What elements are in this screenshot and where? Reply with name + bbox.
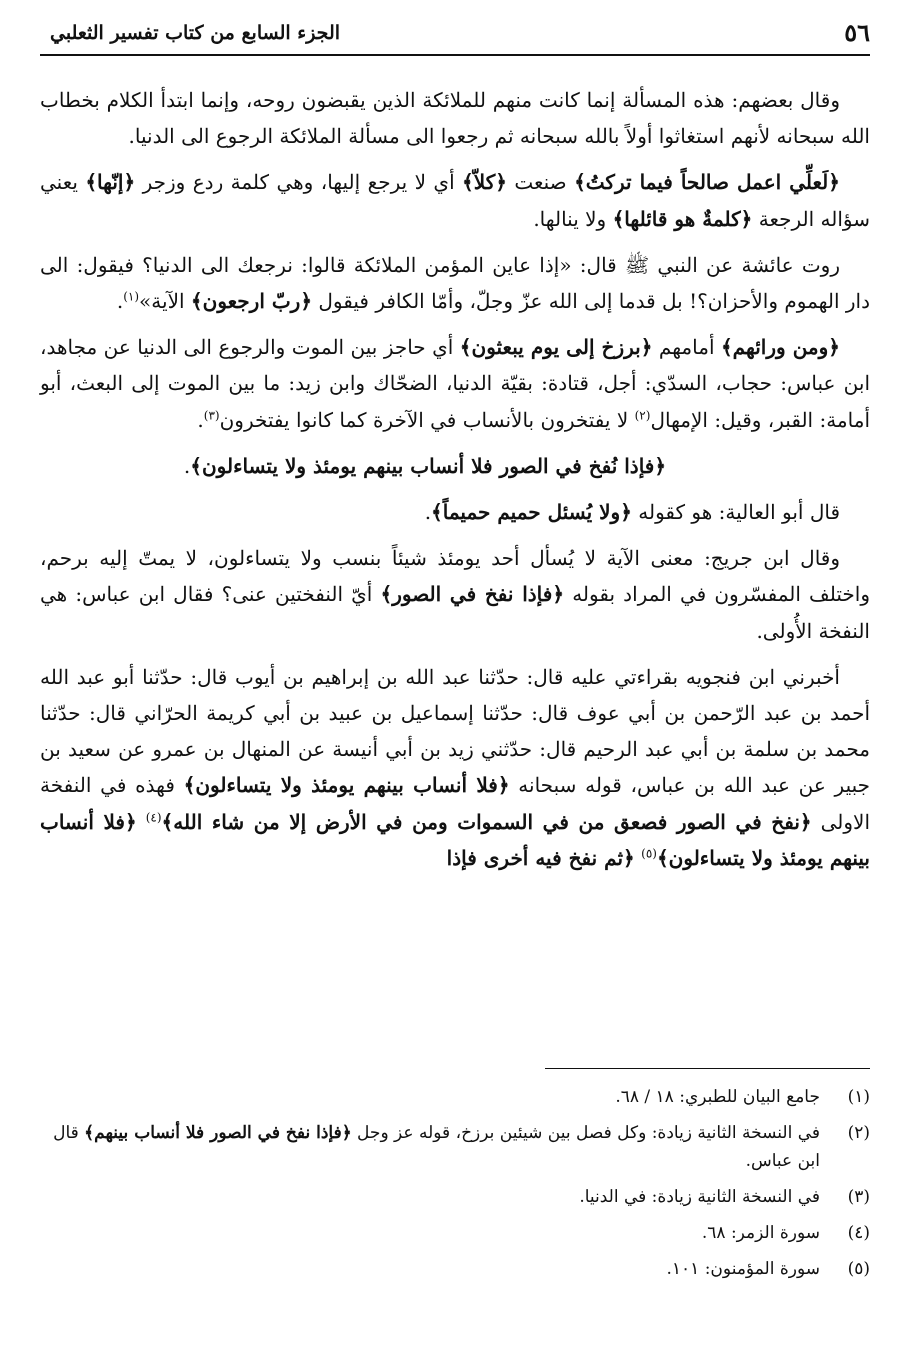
- quran-quote: ﴿فإذا نفخ في الصور﴾: [380, 582, 565, 607]
- text-run: وقال بعضهم: هذه المسألة إنما كانت منهم للملائكة الذين يقبضون روحه، وإنما ابتدأ الكلام بخطاب الله سبحانه لأنهم استغاثوا أولاً بالله سبحانه ثم رجعوا الى مسألة الملائكة الرجوع الى الدنيا.: [40, 88, 870, 149]
- text-run: أي حاجز بين الموت والرجوع الى الدنيا عن مجاهد، ابن عباس: حجاب، السدّي: أجل، قتادة: بقيّة الدنيا، الضحّاك وابن زيد: ما بين الموت إلى البعث، أبو أمامة: القبر، وقيل: الإمهال: [40, 335, 870, 432]
- footnote: [40, 1119, 870, 1175]
- page-header: [40, 18, 870, 56]
- paragraph: [40, 448, 870, 484]
- text-run: قال ابن عباس.: [53, 1123, 820, 1171]
- quran-quote: ﴿ثم نفخ فيه أخرى فإذا: [446, 845, 635, 870]
- footnote-text: [40, 1219, 820, 1247]
- text-run: في النسخة الثانية زيادة: وكل فصل بين شيئين برزخ، قوله عز وجل: [351, 1123, 820, 1143]
- footnote-ref: (٣): [203, 407, 220, 422]
- text-run: .: [183, 453, 191, 478]
- main-text: [40, 82, 870, 876]
- footnote-number: (٤): [847, 1223, 870, 1243]
- footnote: [40, 1183, 870, 1211]
- text-run: .: [197, 407, 204, 432]
- text-run: يعني سؤاله الرجعة: [40, 170, 870, 231]
- paragraph: [40, 329, 870, 438]
- text-run: جامع البيان للطبري: ١٨ / ٦٨.: [615, 1087, 820, 1107]
- quran-quote: ﴿لَعلِّي اعمل صالحاً فيما تركتُ﴾: [574, 170, 840, 195]
- text-run: أيّ النفختين عنى؟ فقال ابن عباس: هي النفخة الأُولى.: [40, 582, 870, 643]
- footnote-number: (٢): [847, 1123, 870, 1143]
- text-run: لا يفتخرون بالأنساب في الآخرة كما كانوا يفتخرون: [219, 407, 635, 432]
- footnote-text: [40, 1183, 820, 1211]
- footnote-text: [40, 1255, 820, 1283]
- text-run: فهذه في النفخة الاولى: [40, 773, 871, 834]
- text-run: أخبرني ابن فنجويه بقراءتي عليه قال: حدّثنا عبد الله بن إبراهيم بن أيوب قال: حدّثنا أبو عبد الله أحمد بن عبد الرّحمن بن أبي عوف قال: حدّثنا إسماعيل بن عبيد بن أبي كريمة الحرّاني قال: حدّثنا محمد بن سلمة بن أبي عبد الرحيم قال: حدّثني زيد بن أبي أنيسة عن المنهال بن عمرو عن سعيد بن جبير عن عبد الله بن عباس، قوله سبحانه: [40, 664, 871, 798]
- quran-quote: ﴿إنّها﴾: [85, 170, 136, 195]
- footnote-ref: (١): [123, 289, 140, 304]
- quran-quote: ﴿برزخ إلى يوم يبعثون﴾: [459, 335, 653, 360]
- text-run: .: [424, 500, 432, 525]
- quran-quote: ﴿ومن ورائهم﴾: [720, 335, 841, 360]
- footnote: [40, 1219, 870, 1247]
- text-run: قال أبو العالية: هو كقوله: [631, 500, 840, 525]
- quran-quote: ﴿ربّ ارجعون﴾: [190, 289, 313, 314]
- quran-quote: ﴿فلا أنساب بينهم يومئذ ولا يتساءلون﴾: [40, 809, 870, 870]
- paragraph: [40, 247, 870, 319]
- text-run: روت عائشة عن النبي ﷺ قال: «إذا عاين المؤمن الملائكة قالوا: نرجعك الى الدنيا؟ فيقول: الى دار الهموم والأحزان؟! بل قدما إلى الله عزّ وجلّ، وأمّا الكافر فيقول: [40, 252, 870, 314]
- text-run: صنعت: [506, 170, 575, 195]
- paragraph: [40, 494, 870, 530]
- footnotes: [40, 1083, 870, 1291]
- quran-quote: ﴿ولا يُسئل حميم حميماً﴾: [431, 500, 632, 525]
- text-run: [137, 810, 146, 834]
- page: [40, 18, 870, 1338]
- quran-quote: ﴿فلا أنساب بينهم يومئذ ولا يتساءلون﴾: [183, 773, 510, 798]
- footnote-ref: (٥): [641, 846, 657, 861]
- footnote: [40, 1083, 870, 1111]
- quran-quote: ﴿كلمةٌ هو قائلها﴾: [612, 206, 753, 231]
- text-run: في النسخة الثانية زيادة: في الدنيا.: [579, 1187, 820, 1207]
- paragraph: [40, 540, 870, 649]
- text-run: الآية»: [139, 289, 191, 314]
- text-run: أي لا يرجع إليها، وهي كلمة ردع وزجر: [135, 170, 463, 195]
- footnote-number: (١): [847, 1087, 870, 1107]
- footnote-number: (٥): [847, 1259, 870, 1279]
- text-run: أمامهم: [652, 335, 721, 360]
- quran-quote: ﴿نفخ في الصور فصعق من في السموات ومن في الأرض إلا من شاء الله﴾: [161, 809, 812, 834]
- running-title: الجزء السابع من كتاب تفسير الثعلبي: [50, 22, 341, 44]
- footnote-ref: (٤): [145, 810, 162, 824]
- footnote-ref: (٢): [634, 407, 651, 422]
- paragraph: [40, 82, 870, 154]
- footnote-number: (٣): [847, 1187, 870, 1207]
- text-run: وقال ابن جريج: معنى الآية لا يُسأل أحد يومئذ شيئاً بنسب ولا يتساءلون، لا يمتّ إليه برحم، واختلف المفسّرون في المراد بقوله: [40, 546, 870, 607]
- quran-quote: ﴿كلاّ﴾: [462, 170, 507, 195]
- paragraph: [40, 164, 870, 236]
- text-run: سورة الزمر: ٦٨.: [701, 1223, 820, 1243]
- quran-quote: ﴿فإذا نفخ في الصور فلا أنساب بينهم﴾: [84, 1123, 352, 1143]
- quran-quote: ﴿فإذا نُفخ في الصور فلا أنساب بينهم يومئذ ولا يتساءلون﴾: [190, 453, 667, 478]
- footnote: [40, 1255, 870, 1283]
- text-run: ولا ينالها.: [533, 206, 613, 231]
- page-number: ٥٦: [844, 18, 870, 47]
- text-run: .: [116, 289, 124, 314]
- text-run: سورة المؤمنون: ١٠١.: [666, 1259, 820, 1279]
- paragraph: [40, 659, 870, 876]
- footnote-text: [40, 1119, 820, 1175]
- footnote-text: [40, 1083, 820, 1111]
- footnote-divider: [545, 1068, 870, 1069]
